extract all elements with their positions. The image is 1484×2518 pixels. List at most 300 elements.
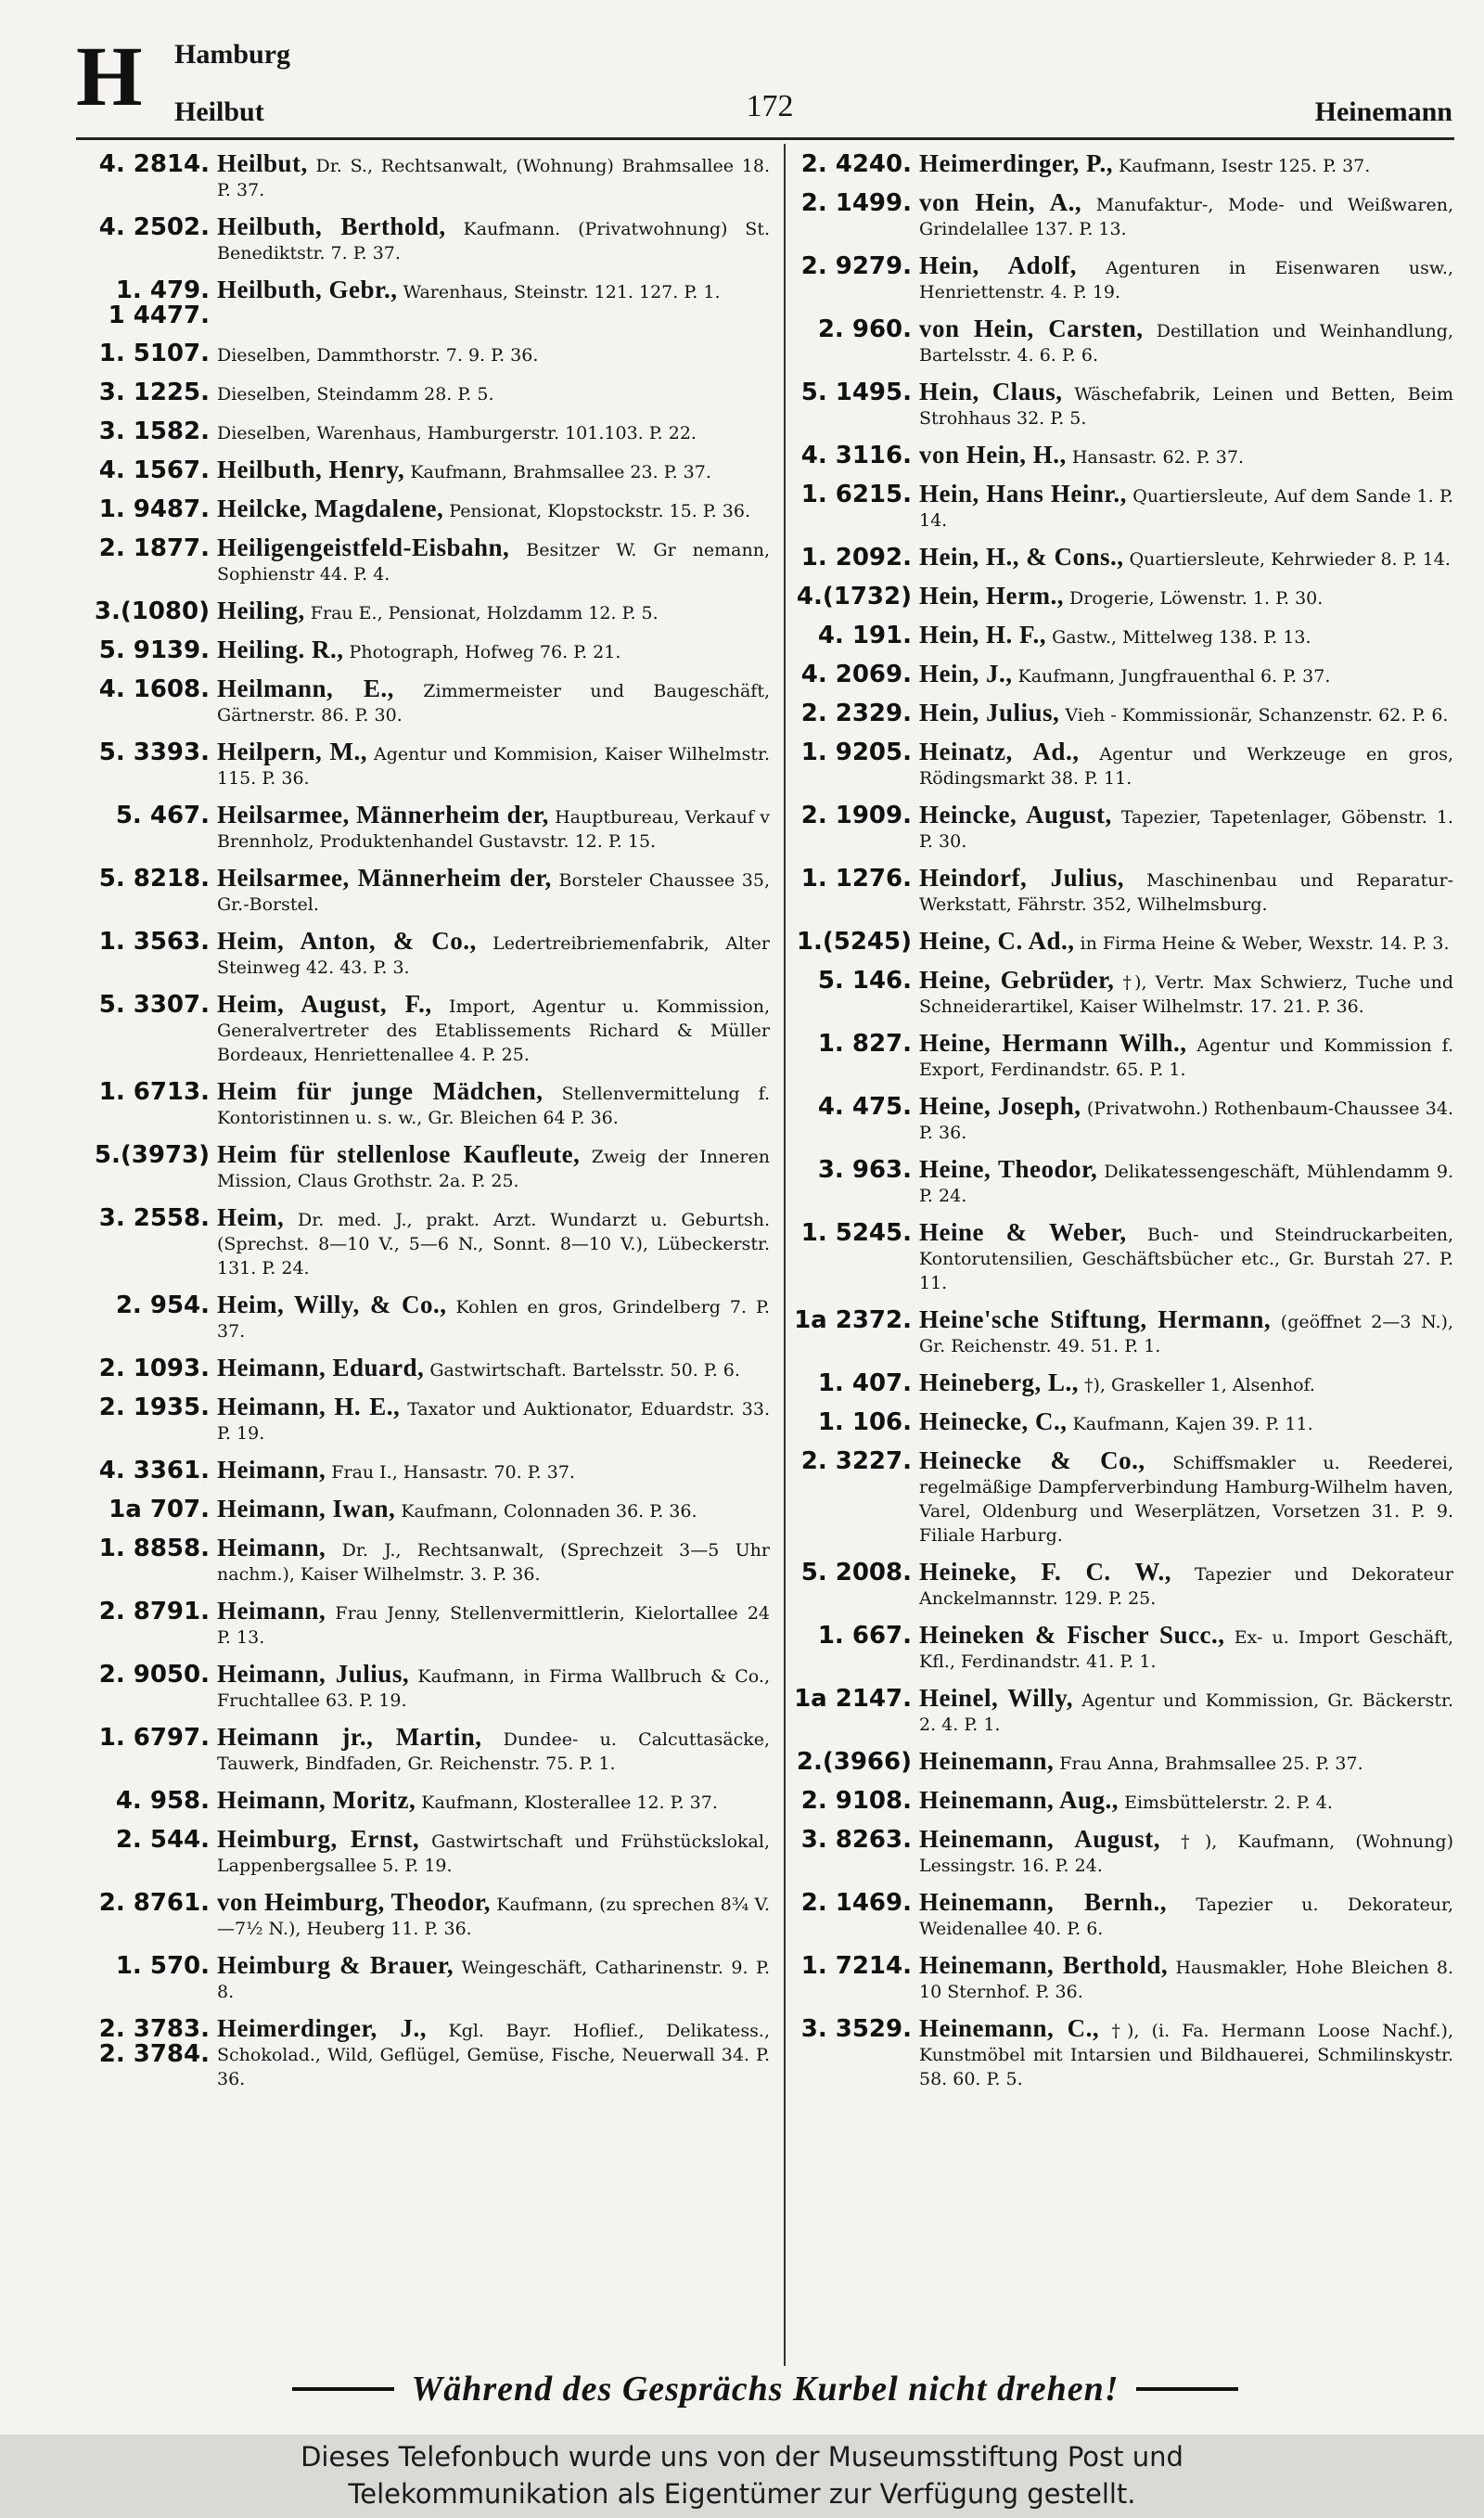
entry-body xyxy=(217,927,770,980)
subscriber-name: Heinecke, C., xyxy=(919,1407,1068,1435)
entry-body xyxy=(919,966,1453,1019)
header-rule xyxy=(76,137,1454,140)
directory-entry xyxy=(793,1825,1453,1878)
header-first-entry: Heilbut xyxy=(174,96,264,127)
subscriber-details: Import, Agentur u. Kommission, Generalvertreter des Etablissements Richard & Müller Bordeaux, Henriettenallee 4. P. 25. xyxy=(217,996,770,1065)
phone-number: 3. 8263. xyxy=(800,1826,912,1854)
subscriber-name: Heimann, H. E., xyxy=(217,1393,401,1420)
subscriber-details: Warenhaus, Steinstr. 121. 127. P. 1. xyxy=(397,282,721,302)
subscriber-name: Heimann, xyxy=(217,1534,326,1561)
subscriber-details: Eimsbüttelerstr. 2. P. 4. xyxy=(1119,1792,1333,1813)
subscriber-name: Hein, Hans Heinr., xyxy=(919,480,1127,507)
entry-body xyxy=(217,1660,770,1713)
phone-number: 4. 1608. xyxy=(98,675,210,703)
subscriber-name: Heilsarmee, Männerheim der, xyxy=(217,864,552,892)
phone-number: 5. 146. xyxy=(817,967,912,995)
phone-number: 2. 1469. xyxy=(800,1889,912,1917)
phone-number: 4. 2814. xyxy=(98,150,210,178)
entry-body xyxy=(919,740,1453,790)
directory-entry xyxy=(80,380,770,406)
phone-number: 2. 9050. xyxy=(98,1661,210,1689)
subscriber-details: Dundee- u. Calcuttasäcke, Tauwerk, Bindfaden, Gr. Reichenstr. 75. P. 1. xyxy=(217,1729,771,1774)
phone-number: 2.(3966) xyxy=(796,1748,912,1776)
subscriber-details: Drogerie, Löwenstr. 1. P. 30. xyxy=(1063,588,1324,609)
entry-body xyxy=(919,864,1453,917)
entry-body xyxy=(919,1305,1453,1358)
subscriber-name: Heimerdinger, J., xyxy=(217,2014,427,2042)
directory-entry xyxy=(793,701,1453,727)
directory-entry xyxy=(793,803,1453,854)
subscriber-details: Zweig der Inneren Mission, Claus Grothstr. 2a. P. 25. xyxy=(217,1147,770,1191)
directory-entry xyxy=(80,1723,771,1776)
directory-entry xyxy=(793,1218,1453,1295)
subscriber-name: von Hein, Carsten, xyxy=(919,315,1144,342)
subscriber-name: von Hein, A., xyxy=(919,188,1082,216)
directory-entry xyxy=(793,1446,1453,1548)
subscriber-details: Tapezier u. Dekorateur, Weidenallee 40. P. 6. xyxy=(919,1895,1453,1939)
directory-entry xyxy=(793,1305,1453,1358)
entry-body xyxy=(919,1684,1453,1737)
subscriber-details: †), Graskeller 1, Alsenhof. xyxy=(1078,1375,1315,1395)
entry-body xyxy=(919,1888,1453,1941)
entry-body xyxy=(217,1825,770,1878)
directory-entry xyxy=(80,149,770,202)
directory-entry xyxy=(80,1786,770,1815)
entry-body xyxy=(217,419,770,445)
subscriber-details: Photograph, Hofweg 76. P. 21. xyxy=(343,642,621,662)
phone-number: 3.(1080) xyxy=(94,597,210,625)
subscriber-name: Heimann, xyxy=(217,1456,326,1484)
entry-body xyxy=(217,212,770,265)
subscriber-details: †), (i. Fa. Hermann Loose Nachf.), Kunstmöbel mit Intarsien und Bildhauerei, Schmilinskystr. 58. 60. P. 5. xyxy=(919,2021,1453,2089)
right-column xyxy=(793,149,1453,2104)
subscriber-details: Dieselben, Warenhaus, Hamburgerstr. 101.103. P. 22. xyxy=(217,423,697,443)
directory-entry xyxy=(80,927,770,980)
subscriber-name: Heim, August, F., xyxy=(217,990,432,1018)
directory-entry xyxy=(793,582,1453,610)
entry-body xyxy=(919,582,1453,610)
phone-number: 1. 667. xyxy=(817,1622,912,1650)
entry-body xyxy=(919,149,1453,178)
subscriber-details: Agenturen in Eisenwaren usw., Henriettenstr. 4. P. 19. xyxy=(919,258,1453,302)
phone-number: 1. 5245. xyxy=(800,1219,912,1247)
subscriber-details: Kaufmann. (Privatwohnung) St. Benediktstr. 7. P. 37. xyxy=(217,219,770,263)
entry-body xyxy=(217,674,770,727)
subscriber-details: Pensionat, Klopstockstr. 15. P. 36. xyxy=(443,501,751,521)
phone-number: 2. 1499. xyxy=(800,189,912,217)
subscriber-name: Heineke, F. C. W., xyxy=(919,1558,1171,1586)
directory-entry xyxy=(80,341,770,367)
directory-entry xyxy=(80,638,770,664)
directory-entry xyxy=(80,1356,770,1382)
phone-number: 5. 3307. xyxy=(98,991,210,1019)
directory-entry xyxy=(80,212,770,265)
left-column xyxy=(80,149,771,2104)
phone-number: 1. 5107. xyxy=(98,340,210,367)
subscriber-name: Hein, Claus, xyxy=(919,378,1063,405)
entry-body xyxy=(217,1203,770,1280)
subscriber-details: Quartiersleute, Auf dem Sande 1. P. 14. xyxy=(919,486,1453,531)
directory-entry xyxy=(80,1536,770,1587)
phone-number: 1a 707. xyxy=(109,1496,210,1523)
phone-number: 1. 6215. xyxy=(800,481,912,508)
directory-entry xyxy=(793,927,1453,956)
subscriber-details: Stellenvermittelung f. Kontoristinnen u. s. w., Gr. Bleichen 64 P. 36. xyxy=(217,1084,770,1128)
subscriber-name: Hein, J., xyxy=(919,660,1013,687)
entry-body xyxy=(217,1293,770,1343)
subscriber-name: Heilmann, E., xyxy=(217,674,394,702)
subscriber-name: Heine, Theodor, xyxy=(919,1155,1098,1183)
subscriber-details: Kaufmann, Brahmsallee 23. P. 37. xyxy=(404,462,711,482)
subscriber-details: Manufaktur-, Mode- und Weißwaren, Grindelallee 137. P. 13. xyxy=(919,195,1453,239)
section-letter: H xyxy=(76,29,141,123)
directory-entry xyxy=(80,1888,770,1941)
entry-body xyxy=(919,1825,1453,1878)
directory-entry xyxy=(80,533,770,586)
directory-entry xyxy=(793,251,1453,304)
subscriber-name: Heinemann, Bernh., xyxy=(919,1888,1167,1916)
footer-rule-left xyxy=(292,2387,394,2391)
subscriber-name: Heim für junge Mädchen, xyxy=(217,1077,544,1105)
subscriber-name: Heinemann, C., xyxy=(919,2014,1100,2042)
directory-entry xyxy=(793,1558,1453,1611)
entry-body xyxy=(919,1446,1453,1548)
entry-body xyxy=(217,1723,771,1776)
subscriber-details: in Firma Heine & Weber, Wexstr. 14. P. 3. xyxy=(1074,933,1450,954)
directory-entry xyxy=(793,482,1453,533)
directory-entry xyxy=(793,1092,1453,1145)
directory-entry xyxy=(793,1155,1453,1208)
phone-number: 5.(3973) xyxy=(94,1141,210,1169)
subscriber-details: Gastwirtschaft. Bartelsstr. 50. P. 6. xyxy=(424,1360,740,1381)
entry-body xyxy=(919,623,1453,649)
phone-number: 1.(5245) xyxy=(796,928,912,956)
subscriber-name: Hein, H. F., xyxy=(919,621,1047,649)
subscriber-details: Hausmakler, Hohe Bleichen 8. 10 Sternhof. P. 36. xyxy=(919,1958,1453,2002)
credit-line-1: Dieses Telefonbuch wurde uns von der Museumsstiftung Post und xyxy=(301,2441,1183,2473)
directory-entry xyxy=(793,443,1453,469)
subscriber-details: Destillation und Weinhandlung, Bartelsstr. 4. 6. P. 6. xyxy=(919,321,1453,366)
subscriber-name: Heim, Willy, & Co., xyxy=(217,1291,447,1318)
entry-body xyxy=(217,341,770,367)
directory-entry xyxy=(80,419,770,445)
phone-number: 1. 6713. xyxy=(98,1078,210,1106)
subscriber-name: von Hein, H., xyxy=(919,441,1067,469)
subscriber-name: Heilsarmee, Männerheim der, xyxy=(217,801,549,829)
phone-number: 2. 960. xyxy=(817,315,912,343)
subscriber-name: von Heimburg, Theodor, xyxy=(217,1888,491,1916)
header-city: Hamburg xyxy=(174,39,291,70)
entry-body xyxy=(919,1747,1453,1776)
subscriber-details: Vieh - Kommissionär, Schanzenstr. 62. P. 6. xyxy=(1059,705,1449,726)
entry-body xyxy=(919,803,1453,854)
entry-body xyxy=(217,740,770,790)
phone-number: 1a 2147. xyxy=(794,1685,912,1713)
directory-entry xyxy=(793,740,1453,790)
subscriber-details: †), Kaufmann, (Wohnung) Lessingstr. 16. P. 24. xyxy=(919,1831,1453,1876)
entry-body xyxy=(919,2014,1453,2091)
phone-number: 1. 2092. xyxy=(800,544,912,572)
phone-number: 4. 1567. xyxy=(98,456,210,484)
subscriber-details: Dieselben, Dammthorstr. 7. 9. P. 36. xyxy=(217,345,539,366)
subscriber-name: Heilbuth, Henry, xyxy=(217,456,405,483)
subscriber-name: Heim, Anton, & Co., xyxy=(217,927,477,955)
subscriber-details: Weingeschäft, Catharinenstr. 9. P. 8. xyxy=(217,1958,770,2002)
phone-number: 2. 3227. xyxy=(800,1447,912,1475)
phone-number: 5. 1495. xyxy=(800,379,912,406)
directory-entry xyxy=(793,317,1453,367)
directory-entry xyxy=(80,740,770,790)
directory-entry xyxy=(80,497,770,523)
entry-body xyxy=(919,927,1453,956)
directory-entry xyxy=(793,1368,1453,1397)
subscriber-name: Heinemann, Aug., xyxy=(919,1786,1119,1814)
subscriber-details: †), Vertr. Max Schwierz, Tuche und Schneiderartikel, Kaiser Wilhelmstr. 17. 21. P. 36. xyxy=(919,972,1453,1017)
subscriber-name: Heineken & Fischer Succ., xyxy=(919,1621,1225,1649)
directory-entry xyxy=(793,2014,1453,2091)
subscriber-details: Gastw., Mittelweg 138. P. 13. xyxy=(1046,627,1311,648)
phone-number: 4. 958. xyxy=(115,1787,210,1815)
directory-entry xyxy=(793,1888,1453,1941)
entry-body xyxy=(217,1786,770,1815)
subscriber-name: Heimann, Eduard, xyxy=(217,1354,425,1381)
phone-number: 4.(1732) xyxy=(796,583,912,610)
phone-number: 2. 1909. xyxy=(800,802,912,829)
directory-entry xyxy=(793,380,1453,430)
phone-number: 2. 3783. 2. 3784. xyxy=(98,2015,210,2068)
phone-number: 2. 1877. xyxy=(98,534,210,562)
entry-body xyxy=(217,864,770,917)
subscriber-details: Schiffsmakler u. Reederei, regelmäßige Dampferverbindung Hamburg-Wilhelm haven, Varel, Oldenburg und Weserplätzen, Vorsetzen 31. P. 9. Filiale Harburg. xyxy=(919,1453,1453,1546)
directory-entry xyxy=(793,1029,1453,1082)
phone-number: 4. 2069. xyxy=(800,661,912,688)
entry-body xyxy=(217,1395,770,1445)
subscriber-name: Heimerdinger, P., xyxy=(919,149,1113,177)
subscriber-name: Heilpern, M., xyxy=(217,738,367,765)
phone-number: 4. 191. xyxy=(817,622,912,649)
directory-entry xyxy=(80,864,770,917)
directory-entry xyxy=(793,188,1453,241)
phone-number: 2. 9108. xyxy=(800,1787,912,1815)
subscriber-details: Dr. med. J., prakt. Arzt. Wundarzt u. Geburtsh. (Sprechst. 8—10 V., 5—6 N., Sonnt. 8—10 V.), Lübeckerstr. 131. P. 24. xyxy=(217,1210,770,1278)
subscriber-name: Hein, Julius, xyxy=(919,699,1060,726)
subscriber-name: Heimann jr., Martin, xyxy=(217,1723,482,1751)
subscriber-name: Heinemann, xyxy=(919,1747,1055,1775)
phone-number: 4. 3116. xyxy=(800,442,912,469)
entry-body xyxy=(919,188,1453,241)
directory-entry xyxy=(793,1407,1453,1436)
directory-entry xyxy=(80,803,770,854)
entry-body xyxy=(217,149,770,202)
entry-body xyxy=(919,662,1453,688)
subscriber-name: Heincke, August, xyxy=(919,801,1112,829)
subscriber-details: (Privatwohn.) Rothenbaum-Chaussee 34. P. 36. xyxy=(919,1098,1453,1143)
phone-number: 1. 3563. xyxy=(98,928,210,956)
subscriber-name: Heiling. R., xyxy=(217,636,344,663)
entry-body xyxy=(919,1092,1453,1145)
subscriber-details: Hansastr. 62. P. 37. xyxy=(1066,447,1244,468)
entry-body xyxy=(217,638,770,664)
directory-entry xyxy=(80,1293,770,1343)
entry-body xyxy=(919,317,1453,367)
entry-body xyxy=(919,251,1453,304)
phone-number: 5. 8218. xyxy=(98,865,210,893)
entry-body xyxy=(217,1599,770,1650)
subscriber-details: Maschinenbau und Reparatur-Werkstatt, Fährstr. 352, Wilhelmsburg. xyxy=(919,870,1453,915)
subscriber-name: Heine, Joseph, xyxy=(919,1092,1081,1120)
subscriber-details: Agentur und Werkzeuge en gros, Rödingsmarkt 38. P. 11. xyxy=(919,744,1453,789)
phone-number: 2. 544. xyxy=(115,1826,210,1854)
entry-body xyxy=(217,1140,770,1193)
entry-body xyxy=(217,990,770,1067)
phone-number: 2. 1093. xyxy=(98,1355,210,1382)
phone-number: 1. 570. xyxy=(115,1952,210,1980)
phone-number: 1a 2372. xyxy=(794,1306,912,1334)
entry-body xyxy=(217,803,770,854)
entry-body xyxy=(919,1407,1453,1436)
directory-entry xyxy=(793,1621,1453,1674)
phone-number: 5. 2008. xyxy=(800,1559,912,1587)
subscriber-name: Heine'sche Stiftung, Hermann, xyxy=(919,1305,1272,1333)
directory-entry xyxy=(793,149,1453,178)
phone-number: 2. 4240. xyxy=(800,150,912,178)
entry-body xyxy=(919,1218,1453,1295)
entry-body xyxy=(217,2014,771,2091)
subscriber-details: Dr. S., Rechtsanwalt, (Wohnung) Brahmsallee 18. P. 37. xyxy=(217,156,770,200)
entry-body xyxy=(217,1888,770,1941)
subscriber-details: Kaufmann, in Firma Wallbruch & Co., Fruchtallee 63. P. 19. xyxy=(217,1666,770,1711)
entry-body xyxy=(217,533,770,586)
subscriber-details: Quartiersleute, Kehrwieder 8. P. 14. xyxy=(1123,549,1451,570)
directory-entry xyxy=(80,458,770,484)
subscriber-name: Heine & Weber, xyxy=(919,1218,1127,1246)
directory-entry xyxy=(793,1747,1453,1776)
subscriber-details: Dieselben, Steindamm 28. P. 5. xyxy=(217,384,494,405)
entry-body xyxy=(217,1497,770,1523)
subscriber-details: Wäschefabrik, Leinen und Betten, Beim Strohhaus 32. P. 5. xyxy=(919,384,1453,429)
subscriber-details: Frau E., Pensionat, Holzdamm 12. P. 5. xyxy=(304,603,659,623)
subscriber-name: Heiling, xyxy=(217,597,305,624)
entry-body xyxy=(217,1951,770,2004)
directory-entry xyxy=(80,1825,770,1878)
subscriber-details: Taxator und Auktionator, Eduardstr. 33. P. 19. xyxy=(217,1399,770,1444)
entry-body xyxy=(217,1458,770,1484)
directory-entry xyxy=(80,278,770,328)
subscriber-details: Ex- u. Import Geschäft, Kfl., Ferdinandstr. 41. P. 1. xyxy=(919,1627,1453,1672)
directory-entry xyxy=(80,599,770,625)
subscriber-name: Heinecke & Co., xyxy=(919,1446,1145,1474)
subscriber-name: Heimann, Iwan, xyxy=(217,1495,396,1522)
subscriber-details: (geöffnet 2—3 N.), Gr. Reichenstr. 49. 51. P. 1. xyxy=(919,1312,1453,1356)
subscriber-details: Tapezier, Tapetenlager, Göbenstr. 1. P. 30. xyxy=(919,807,1453,852)
directory-entry xyxy=(793,543,1453,572)
phone-number: 2. 8761. xyxy=(98,1889,210,1917)
directory-entry xyxy=(80,1497,770,1523)
directory-entry xyxy=(80,1140,770,1193)
subscriber-details: Kaufmann, Colonnaden 36. P. 36. xyxy=(395,1501,697,1522)
subscriber-name: Heinemann, August, xyxy=(919,1825,1160,1853)
phone-number: 4. 3361. xyxy=(98,1457,210,1484)
subscriber-name: Heimann, Julius, xyxy=(217,1660,410,1688)
directory-entry xyxy=(80,1599,770,1650)
archive-credit xyxy=(0,2438,1484,2512)
subscriber-details: Tapezier und Dekorateur Anckelmannstr. 129. P. 25. xyxy=(919,1564,1453,1609)
subscriber-details: Kaufmann, (zu sprechen 8¾ V.—7½ N.), Heuberg 11. P. 36. xyxy=(217,1895,770,1939)
subscriber-name: Heine, Gebrüder, xyxy=(919,966,1115,994)
entry-body xyxy=(919,701,1453,727)
phone-number: 3. 963. xyxy=(817,1156,912,1184)
phone-number: 2. 1935. xyxy=(98,1394,210,1421)
phone-number: 3. 1225. xyxy=(98,379,210,406)
subscriber-name: Heimburg, Ernst, xyxy=(217,1825,420,1853)
subscriber-details: Kaufmann, Kajen 39. P. 11. xyxy=(1067,1414,1313,1434)
phone-number: 1. 106. xyxy=(817,1408,912,1436)
phone-number: 1. 407. xyxy=(817,1369,912,1397)
phone-number: 2. 8791. xyxy=(98,1598,210,1625)
directory-entry xyxy=(80,990,770,1067)
credit-line-2: Telekommunikation als Eigentümer zur Verfügung gestellt. xyxy=(348,2478,1136,2510)
footer-slogan: Während des Gesprächs Kurbel nicht drehen! xyxy=(411,2370,1119,2409)
subscriber-name: Heiligengeistfeld-Eisbahn, xyxy=(217,533,510,561)
subscriber-details: Frau Anna, Brahmsallee 25. P. 37. xyxy=(1054,1754,1363,1774)
subscriber-details: Kgl. Bayr. Hoflief., Delikatess., Schokolad., Wild, Geflügel, Gemüse, Fische, Neuerwall 34. P. 36. xyxy=(217,2021,771,2089)
column-divider xyxy=(784,144,786,2366)
subscriber-details: Agentur und Kommission f. Export, Ferdinandstr. 65. P. 1. xyxy=(919,1035,1453,1080)
entry-body xyxy=(217,1536,770,1587)
subscriber-name: Hein, H., & Cons., xyxy=(919,543,1124,571)
directory-entry xyxy=(793,1786,1453,1815)
phone-number: 4. 2502. xyxy=(98,213,210,241)
subscriber-name: Hein, Adolf, xyxy=(919,251,1077,279)
subscriber-name: Heilbuth, Gebr., xyxy=(217,276,398,303)
entry-body xyxy=(217,278,770,304)
subscriber-name: Heimburg & Brauer, xyxy=(217,1951,454,1979)
directory-entry xyxy=(80,1951,770,2004)
phone-number: 1. 479. 1 4477. xyxy=(108,276,210,329)
entry-body xyxy=(217,458,770,484)
entry-body xyxy=(919,1558,1453,1611)
subscriber-details: Buch- und Steindruckarbeiten, Kontorutensilien, Geschäftsbücher etc., Gr. Burstah 27. P. 11. xyxy=(919,1225,1453,1293)
phone-number: 1. 9487. xyxy=(98,495,210,523)
subscriber-name: Heindorf, Julius, xyxy=(919,864,1124,892)
phone-number: 2. 9279. xyxy=(800,252,912,280)
entry-body xyxy=(919,1951,1453,2004)
subscriber-name: Heineberg, L., xyxy=(919,1368,1079,1396)
directory-entry xyxy=(80,1660,770,1713)
subscriber-name: Heinel, Willy, xyxy=(919,1684,1073,1712)
subscriber-details: Frau Jenny, Stellenvermittlerin, Kielortallee 24 P. 13. xyxy=(217,1603,770,1648)
entry-body xyxy=(919,1155,1453,1208)
entry-body xyxy=(919,1368,1453,1397)
directory-entry xyxy=(793,623,1453,649)
subscriber-name: Heimann, xyxy=(217,1597,326,1625)
subscriber-name: Heilcke, Magdalene, xyxy=(217,495,444,522)
phone-number: 3. 1582. xyxy=(98,418,210,445)
directory-entry xyxy=(80,1395,770,1445)
phone-number: 1. 827. xyxy=(817,1030,912,1058)
subscriber-name: Heine, C. Ad., xyxy=(919,927,1075,955)
phone-number: 5. 467. xyxy=(115,802,210,829)
subscriber-details: Besitzer W. Gr nemann, Sophienstr 44. P. 4. xyxy=(217,540,770,585)
directory-entry xyxy=(80,1203,770,1280)
footer-slogan-bar xyxy=(76,2366,1454,2412)
phone-number: 1. 8858. xyxy=(98,1535,210,1562)
entry-body xyxy=(919,1786,1453,1815)
footer-rule-right xyxy=(1136,2387,1238,2391)
subscriber-details: Dr. J., Rechtsanwalt, (Sprechzeit 3—5 Uhr nachm.), Kaiser Wilhelmstr. 3. P. 36. xyxy=(217,1540,770,1585)
phone-number: 5. 9139. xyxy=(98,636,210,664)
subscriber-details: Kaufmann, Jungfrauenthal 6. P. 37. xyxy=(1012,666,1331,687)
